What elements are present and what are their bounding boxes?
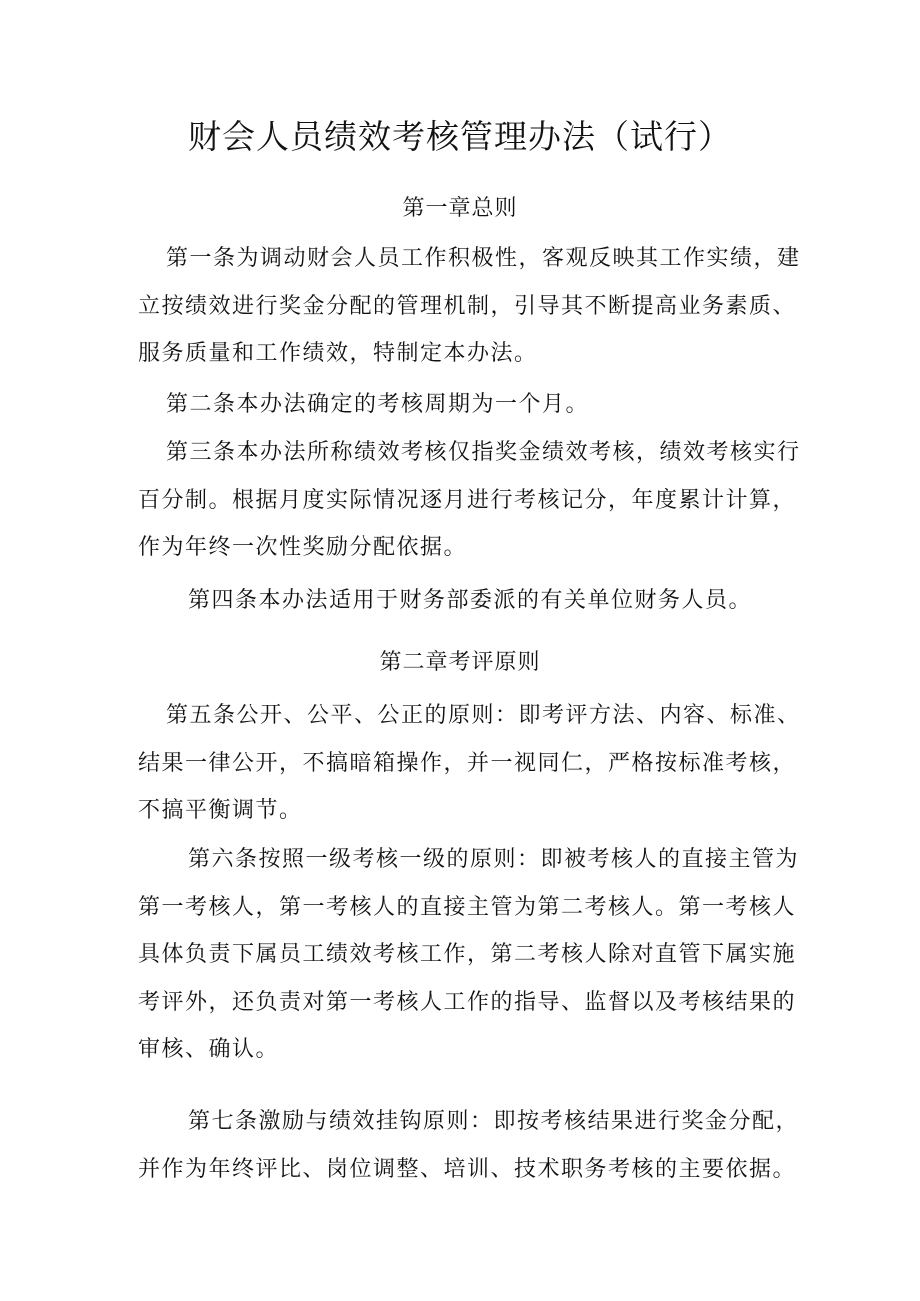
article-5-paragraph [138,692,800,835]
paragraph-line: 第三条本办法所称绩效考核仅指奖金绩效考核，绩效考核实行 [166,440,801,465]
paragraph-line: 第二条本办法确定的考核周期为一个月。 [166,392,590,417]
paragraph-line: 第六条按照一级考核一级的原则：即被考核人的直接主管为 [188,847,800,872]
paragraph-line: 第七条激励与绩效挂钩原则：即按考核结果进行奖金分配， [188,1109,800,1134]
article-2-paragraph [138,381,800,429]
paragraph-line: 结果一律公开，不搞暗箱操作，并一视同仁，严格按标准考核， [138,750,797,776]
paragraph-line: 第四条本办法适用于财务部委派的有关单位财务人员。 [188,588,753,613]
article-7-paragraph [138,1098,800,1193]
chapter-heading-2: 第二章考评原则 [379,650,541,675]
paragraph-line: 作为年终一次性奖励分配依据。 [138,535,468,560]
article-4-paragraph [138,577,800,625]
paragraph-line: 服务质量和工作绩效，特制定本办法。 [138,341,538,366]
paragraph-line: 并作为年终评比、岗位调整、培训、技术职务考核的主要依据。 [138,1156,797,1182]
paragraph-line: 立按绩效进行奖金分配的管理机制，引导其不断提高业务素质、 [138,293,797,319]
paragraph-line: 考评外，还负责对第一考核人工作的指导、监督以及考核结果的 [138,989,797,1015]
document-title: 财会人员绩效考核管理办法（试行） [188,117,732,156]
paragraph-line: 审核、确认。 [138,1037,280,1062]
paragraph-line: 不搞平衡调节。 [138,798,303,823]
paragraph-line: 百分制。根据月度实际情况逐月进行考核记分，年度累计计算， [138,487,797,513]
article-1-paragraph [138,235,800,378]
paragraph-line: 具体负责下属员工绩效考核工作，第二考核人除对直管下属实施 [138,942,797,967]
paragraph-line: 第五条公开、公平、公正的原则：即考评方法、内容、标准、 [166,703,801,728]
article-3-paragraph [138,429,800,572]
chapter-heading-1: 第一章总则 [402,196,518,221]
paragraph-line: 第一条为调动财会人员工作积极性，客观反映其工作实绩，建 [166,246,801,271]
paragraph-line: 第一考核人，第一考核人的直接主管为第二考核人。第一考核人 [138,894,797,920]
article-6-paragraph [138,836,800,1074]
